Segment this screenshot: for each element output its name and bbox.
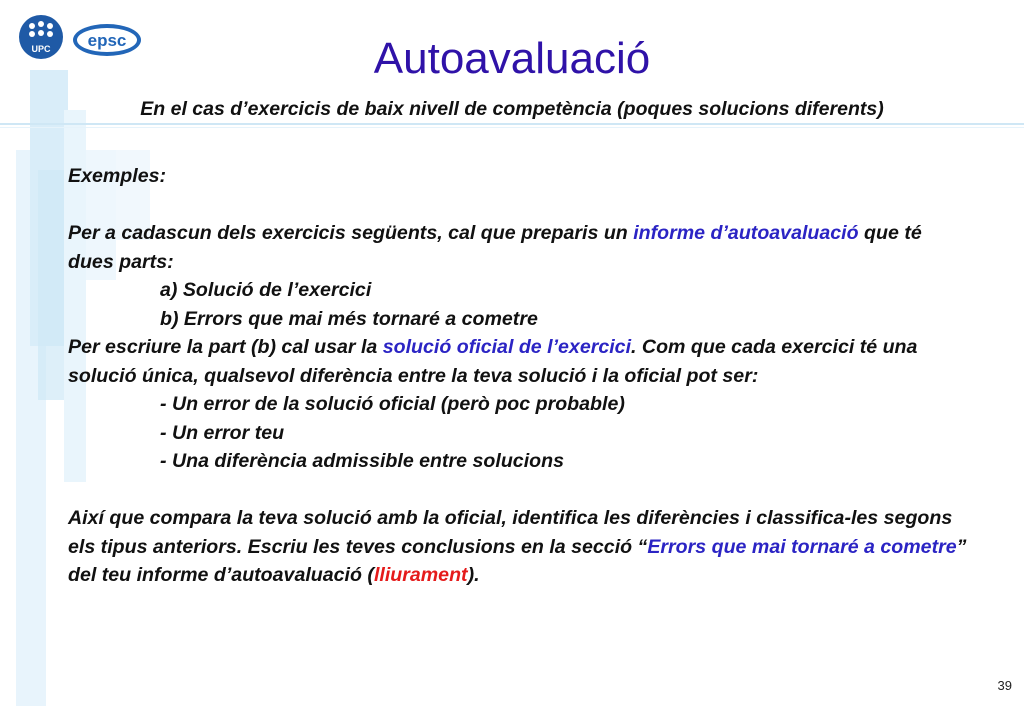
p3-highlight: Errors que mai tornaré a cometre — [647, 535, 957, 558]
p2-highlight: solució oficial de l’exercici — [382, 336, 632, 358]
p1-highlight: informe d’autoavaluació — [633, 222, 859, 244]
examples-heading: Exemples: — [68, 165, 167, 187]
page-title: Autoavaluació — [373, 34, 651, 83]
divider-secondary — [0, 127, 1024, 128]
spacer — [68, 476, 968, 505]
paragraph-2 — [68, 333, 968, 390]
p1-after: que té dues parts: — [68, 222, 922, 273]
page-subtitle: En el cas d’exercicis de baix nivell de competència (poques solucions diferents) — [140, 98, 884, 120]
p3-after: ). — [467, 564, 480, 586]
part-b: b) Errors que mai més tornaré a cometre — [160, 307, 538, 330]
spacer — [68, 191, 968, 220]
p2-text: Per escriure la part (b) cal usar la — [68, 336, 383, 358]
page-number: 39 — [997, 678, 1012, 693]
paragraph-3 — [68, 504, 968, 590]
divider — [0, 123, 1024, 125]
part-a: a) Solució de l’exercici — [160, 279, 372, 301]
p3-text: Així que compara la teva solució amb la oficial, identifica les diferències i classifica-les segons els tipus anteriors. Escriu les teves conclusions en la secció “ — [68, 507, 953, 558]
p1-text: Per a cadascun dels exercicis següents, cal que preparis un — [68, 222, 634, 244]
p3-red: lliurament — [373, 564, 468, 586]
slide-body — [68, 162, 968, 590]
p3-middle: ” del teu informe d’autoavaluació ( — [68, 535, 967, 586]
p2-after: . Com que cada exercici té una solució única, qualsevol diferència entre la teva solució i la oficial pot ser: — [68, 336, 918, 387]
bullet-item: - Una diferència admissible entre solucions — [160, 450, 564, 472]
bullet-item: - Un error de la solució oficial (però poc probable) — [160, 393, 625, 415]
bullet-item: - Un error teu — [160, 421, 285, 444]
paragraph-1 — [68, 219, 968, 276]
svg-text:epsc: epsc — [87, 31, 127, 50]
svg-text:UPC: UPC — [31, 44, 51, 54]
